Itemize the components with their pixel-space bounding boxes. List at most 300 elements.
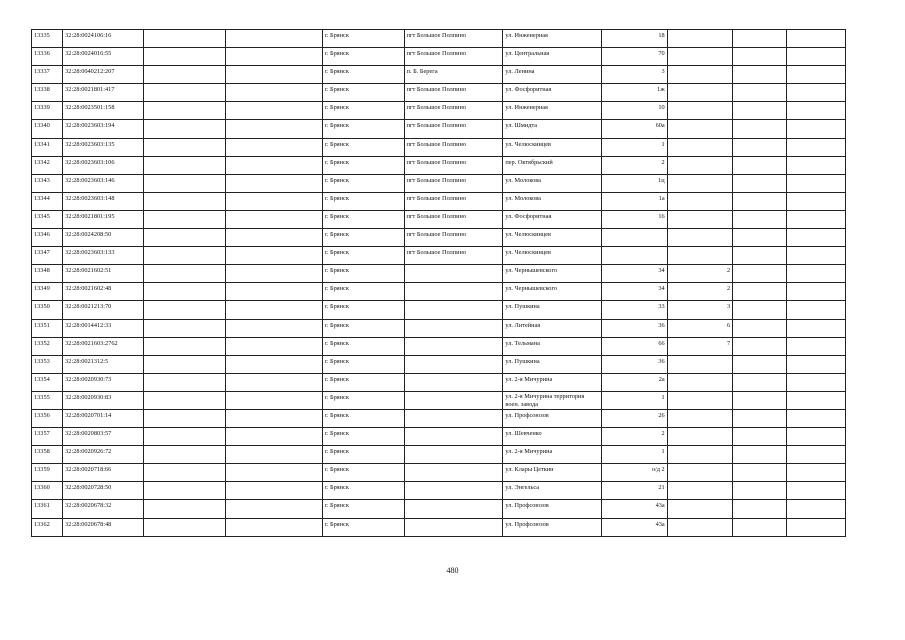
cell-number: 13346 xyxy=(32,229,63,247)
cell-empty xyxy=(143,48,226,66)
table-row xyxy=(32,229,846,247)
cell-city: г. Брянск xyxy=(323,319,405,337)
cell-empty xyxy=(733,265,787,283)
cell-street: ул. 2-я Мичурина xyxy=(503,446,602,464)
cell-apartment xyxy=(667,518,733,536)
table-row xyxy=(32,409,846,427)
cell-cadastral-number: 32:28:0020728:50 xyxy=(63,482,144,500)
cell-street: ул. Тельмана xyxy=(503,337,602,355)
cell-street: ул. Профсоюзов xyxy=(503,518,602,536)
cell-number: 13352 xyxy=(32,337,63,355)
cell-empty xyxy=(226,500,323,518)
cell-city: г. Брянск xyxy=(323,337,405,355)
cell-number: 13341 xyxy=(32,138,63,156)
cell-district xyxy=(404,464,503,482)
cell-empty xyxy=(786,428,845,446)
cell-apartment xyxy=(667,391,733,409)
cell-empty xyxy=(786,210,845,228)
cell-empty xyxy=(733,30,787,48)
cell-empty xyxy=(786,265,845,283)
table-row xyxy=(32,138,846,156)
cell-empty xyxy=(733,391,787,409)
cell-house: 1 xyxy=(602,138,668,156)
cell-street: ул. Фосфоритная xyxy=(503,84,602,102)
cell-empty xyxy=(786,174,845,192)
cell-cadastral-number: 32:28:0023603:106 xyxy=(63,156,144,174)
cell-city: г. Брянск xyxy=(323,409,405,427)
cell-number: 13360 xyxy=(32,482,63,500)
cell-apartment xyxy=(667,500,733,518)
cell-house: 36 xyxy=(602,355,668,373)
cell-house: 2а xyxy=(602,373,668,391)
cell-empty xyxy=(143,500,226,518)
cell-empty xyxy=(143,373,226,391)
cell-empty xyxy=(143,174,226,192)
cell-empty xyxy=(733,446,787,464)
cell-empty xyxy=(733,373,787,391)
cell-house: 2 xyxy=(602,428,668,446)
cell-empty xyxy=(226,66,323,84)
cell-house: 70 xyxy=(602,48,668,66)
table-row xyxy=(32,319,846,337)
cell-empty xyxy=(786,482,845,500)
cell-empty xyxy=(143,138,226,156)
cell-street: ул. Пушкина xyxy=(503,355,602,373)
cell-empty xyxy=(143,210,226,228)
cell-number: 13358 xyxy=(32,446,63,464)
cell-house: 1 xyxy=(602,446,668,464)
cell-empty xyxy=(143,428,226,446)
cell-city: г. Брянск xyxy=(323,120,405,138)
cell-empty xyxy=(143,518,226,536)
cell-street: ул. Энгельса xyxy=(503,482,602,500)
cell-apartment xyxy=(667,30,733,48)
cell-empty xyxy=(786,409,845,427)
cell-city: г. Брянск xyxy=(323,156,405,174)
cell-street: ул. Пушкина xyxy=(503,301,602,319)
cell-apartment xyxy=(667,409,733,427)
cell-city: г. Брянск xyxy=(323,66,405,84)
cell-empty xyxy=(143,301,226,319)
cell-empty xyxy=(786,355,845,373)
cell-empty xyxy=(786,102,845,120)
cell-apartment xyxy=(667,428,733,446)
cell-empty xyxy=(143,66,226,84)
table-row xyxy=(32,48,846,66)
cell-apartment xyxy=(667,192,733,210)
cell-cadastral-number: 32:28:0020678:32 xyxy=(63,500,144,518)
cell-district xyxy=(404,373,503,391)
cell-street: ул. Инженерная xyxy=(503,30,602,48)
cell-house: 36 xyxy=(602,319,668,337)
cell-house: о/д 2 xyxy=(602,464,668,482)
cell-city: г. Брянск xyxy=(323,265,405,283)
cell-empty xyxy=(733,210,787,228)
cell-empty xyxy=(226,229,323,247)
cell-empty xyxy=(143,391,226,409)
cell-house: 16 xyxy=(602,210,668,228)
cell-empty xyxy=(733,518,787,536)
cell-city: г. Брянск xyxy=(323,301,405,319)
cell-number: 13343 xyxy=(32,174,63,192)
cell-street: ул. Чернышевского xyxy=(503,265,602,283)
cell-city: г. Брянск xyxy=(323,138,405,156)
cell-empty xyxy=(143,446,226,464)
table-row xyxy=(32,482,846,500)
cell-city: г. Брянск xyxy=(323,482,405,500)
cell-street: ул. Клары Цеткин xyxy=(503,464,602,482)
cell-empty xyxy=(786,138,845,156)
cell-number: 13353 xyxy=(32,355,63,373)
cell-empty xyxy=(786,446,845,464)
cell-empty xyxy=(786,120,845,138)
cell-empty xyxy=(733,192,787,210)
cell-empty xyxy=(143,265,226,283)
cell-empty xyxy=(226,210,323,228)
cell-district xyxy=(404,265,503,283)
cell-house xyxy=(602,229,668,247)
cell-empty xyxy=(226,247,323,265)
cell-empty xyxy=(733,464,787,482)
table-row xyxy=(32,428,846,446)
cell-number: 13342 xyxy=(32,156,63,174)
cell-number: 13344 xyxy=(32,192,63,210)
cell-number: 13351 xyxy=(32,319,63,337)
cell-district xyxy=(404,428,503,446)
cell-city: г. Брянск xyxy=(323,391,405,409)
cell-apartment xyxy=(667,138,733,156)
cell-empty xyxy=(733,156,787,174)
cell-house: 1 xyxy=(602,391,668,409)
cell-empty xyxy=(143,84,226,102)
cell-apartment xyxy=(667,229,733,247)
cell-empty xyxy=(733,482,787,500)
cell-cadastral-number: 32:28:0024016:55 xyxy=(63,48,144,66)
cell-empty xyxy=(786,229,845,247)
cell-cadastral-number: 32:28:0020930:83 xyxy=(63,391,144,409)
cell-district xyxy=(404,301,503,319)
cell-number: 13349 xyxy=(32,283,63,301)
cell-district: пгт Большое Полпино xyxy=(404,84,503,102)
cell-district: пгт Большое Полпино xyxy=(404,48,503,66)
cell-apartment xyxy=(667,373,733,391)
cell-district: пгт Большое Полпино xyxy=(404,247,503,265)
cell-empty xyxy=(733,355,787,373)
cell-empty xyxy=(733,301,787,319)
cell-cadastral-number: 32:28:0020678:48 xyxy=(63,518,144,536)
cell-district xyxy=(404,355,503,373)
cell-empty xyxy=(226,48,323,66)
cell-empty xyxy=(733,428,787,446)
table-row xyxy=(32,337,846,355)
cell-house: 33 xyxy=(602,301,668,319)
table-row xyxy=(32,30,846,48)
cell-empty xyxy=(786,518,845,536)
table-row xyxy=(32,373,846,391)
cell-cadastral-number: 32:28:0023603:148 xyxy=(63,192,144,210)
cell-street: ул. Челюскинцев xyxy=(503,138,602,156)
cell-empty xyxy=(786,301,845,319)
cell-house: 43а xyxy=(602,500,668,518)
page-number: 480 xyxy=(446,566,459,575)
cell-number: 13340 xyxy=(32,120,63,138)
cell-empty xyxy=(143,464,226,482)
table-row xyxy=(32,102,846,120)
cell-empty xyxy=(786,247,845,265)
table-row xyxy=(32,301,846,319)
cell-apartment xyxy=(667,120,733,138)
cell-street: ул. Литейная xyxy=(503,319,602,337)
cell-apartment xyxy=(667,174,733,192)
cell-empty xyxy=(143,482,226,500)
cell-empty xyxy=(226,373,323,391)
cell-number: 13359 xyxy=(32,464,63,482)
cell-cadastral-number: 32:28:0024208:50 xyxy=(63,229,144,247)
cell-cadastral-number: 32:28:0020803:57 xyxy=(63,428,144,446)
cell-house: 1ж xyxy=(602,84,668,102)
cell-number: 13355 xyxy=(32,391,63,409)
cell-city: г. Брянск xyxy=(323,30,405,48)
cell-empty xyxy=(143,355,226,373)
cell-empty xyxy=(143,156,226,174)
cell-cadastral-number: 32:28:0021213:70 xyxy=(63,301,144,319)
cell-empty xyxy=(786,464,845,482)
cell-street: ул. Фосфоритная xyxy=(503,210,602,228)
table-row xyxy=(32,446,846,464)
cell-apartment: 2 xyxy=(667,283,733,301)
cell-empty xyxy=(733,120,787,138)
cell-apartment xyxy=(667,247,733,265)
cell-city: г. Брянск xyxy=(323,247,405,265)
cell-city: г. Брянск xyxy=(323,192,405,210)
cell-street: ул. 2-я Мичурина xyxy=(503,373,602,391)
cell-district xyxy=(404,500,503,518)
cell-empty xyxy=(226,428,323,446)
cell-empty xyxy=(733,319,787,337)
cell-empty xyxy=(786,30,845,48)
cell-empty xyxy=(226,30,323,48)
cell-cadastral-number: 32:28:0023501:158 xyxy=(63,102,144,120)
cell-number: 13361 xyxy=(32,500,63,518)
cell-empty xyxy=(226,120,323,138)
cell-apartment xyxy=(667,156,733,174)
cell-number: 13356 xyxy=(32,409,63,427)
cell-empty xyxy=(143,283,226,301)
cell-empty xyxy=(733,102,787,120)
table-row xyxy=(32,247,846,265)
cell-street: ул. Ленина xyxy=(503,66,602,84)
cell-empty xyxy=(733,283,787,301)
cell-house: 66 xyxy=(602,337,668,355)
cell-street: пер. Октябрьский xyxy=(503,156,602,174)
cell-number: 13336 xyxy=(32,48,63,66)
cell-district: пгт Большое Полпино xyxy=(404,210,503,228)
cell-district: пгт Большое Полпино xyxy=(404,174,503,192)
cell-empty xyxy=(733,138,787,156)
cell-district: пгт Большое Полпино xyxy=(404,102,503,120)
cell-street: ул. Шмидта xyxy=(503,120,602,138)
cell-cadastral-number: 32:28:0021602:51 xyxy=(63,265,144,283)
cell-empty xyxy=(786,156,845,174)
cell-empty xyxy=(733,409,787,427)
cell-empty xyxy=(733,229,787,247)
cell-district: пгт Большое Полпино xyxy=(404,138,503,156)
cell-street: ул. Инженерная xyxy=(503,102,602,120)
cell-empty xyxy=(226,355,323,373)
cell-house xyxy=(602,247,668,265)
cell-apartment: 6 xyxy=(667,319,733,337)
cell-empty xyxy=(143,337,226,355)
cell-empty xyxy=(143,319,226,337)
cell-cadastral-number: 32:28:0023603:146 xyxy=(63,174,144,192)
cell-empty xyxy=(786,283,845,301)
cell-empty xyxy=(226,319,323,337)
cell-empty xyxy=(226,518,323,536)
cell-house: 10 xyxy=(602,102,668,120)
cell-cadastral-number: 32:28:0020926:72 xyxy=(63,446,144,464)
table-row xyxy=(32,66,846,84)
cell-district xyxy=(404,446,503,464)
table-row xyxy=(32,464,846,482)
cell-number: 13345 xyxy=(32,210,63,228)
table-row xyxy=(32,265,846,283)
table-row xyxy=(32,192,846,210)
cell-empty xyxy=(226,192,323,210)
table-row xyxy=(32,355,846,373)
cell-cadastral-number: 32:28:0023603:194 xyxy=(63,120,144,138)
cell-apartment xyxy=(667,464,733,482)
cell-empty xyxy=(226,283,323,301)
cell-number: 13348 xyxy=(32,265,63,283)
cell-apartment xyxy=(667,482,733,500)
cell-apartment xyxy=(667,355,733,373)
cell-number: 13354 xyxy=(32,373,63,391)
cell-street: ул. Молокова xyxy=(503,192,602,210)
cell-cadastral-number: 32:28:0021801:195 xyxy=(63,210,144,228)
cell-number: 13362 xyxy=(32,518,63,536)
cell-empty xyxy=(786,319,845,337)
cell-apartment xyxy=(667,102,733,120)
cell-district xyxy=(404,319,503,337)
cell-district xyxy=(404,482,503,500)
table-row xyxy=(32,120,846,138)
cell-empty xyxy=(143,120,226,138)
cell-empty xyxy=(226,482,323,500)
cell-district: пгт Большое Полпино xyxy=(404,229,503,247)
cell-empty xyxy=(733,337,787,355)
cell-empty xyxy=(226,102,323,120)
cell-cadastral-number: 32:28:0014412:33 xyxy=(63,319,144,337)
cell-cadastral-number: 32:28:0021312:5 xyxy=(63,355,144,373)
table-row xyxy=(32,518,846,536)
cell-empty xyxy=(226,138,323,156)
table-body xyxy=(32,30,846,537)
cell-city: г. Брянск xyxy=(323,174,405,192)
cell-street: ул. Шевченко xyxy=(503,428,602,446)
cell-empty xyxy=(786,373,845,391)
cell-house: 43а xyxy=(602,518,668,536)
cell-number: 13357 xyxy=(32,428,63,446)
cell-district: пгт Большое Полпино xyxy=(404,192,503,210)
table-row xyxy=(32,500,846,518)
cell-empty xyxy=(226,446,323,464)
cell-city: г. Брянск xyxy=(323,283,405,301)
cell-house: 26 xyxy=(602,409,668,427)
cell-district xyxy=(404,518,503,536)
cell-street: ул. Челюскинцев xyxy=(503,229,602,247)
cell-empty xyxy=(733,48,787,66)
cell-district: пгт Большое Полпино xyxy=(404,30,503,48)
cell-street: ул. Профсоюзов xyxy=(503,409,602,427)
cell-empty xyxy=(786,66,845,84)
cell-empty xyxy=(226,174,323,192)
cell-street: ул. Профсоюзов xyxy=(503,500,602,518)
table-row xyxy=(32,283,846,301)
cell-empty xyxy=(226,265,323,283)
cell-city: г. Брянск xyxy=(323,84,405,102)
cell-street: ул. Челюскинцев xyxy=(503,247,602,265)
cell-apartment xyxy=(667,48,733,66)
cell-apartment xyxy=(667,66,733,84)
cell-house: 2 xyxy=(602,156,668,174)
cell-street: ул. 2-я Мичурина территория воен. завода xyxy=(503,391,602,409)
cell-district: пгт Большое Полпино xyxy=(404,120,503,138)
cell-empty xyxy=(733,247,787,265)
cell-number: 13347 xyxy=(32,247,63,265)
cell-empty xyxy=(786,192,845,210)
cell-empty xyxy=(733,500,787,518)
cell-street: ул. Центральная xyxy=(503,48,602,66)
cell-empty xyxy=(733,174,787,192)
cell-city: г. Брянск xyxy=(323,500,405,518)
cell-city: г. Брянск xyxy=(323,446,405,464)
cell-empty xyxy=(786,337,845,355)
cell-number: 13337 xyxy=(32,66,63,84)
table-row xyxy=(32,174,846,192)
cell-empty xyxy=(143,229,226,247)
cell-empty xyxy=(786,48,845,66)
cell-apartment xyxy=(667,84,733,102)
cell-street: ул. Молокова xyxy=(503,174,602,192)
cell-cadastral-number: 32:28:0040212:207 xyxy=(63,66,144,84)
cell-empty xyxy=(143,409,226,427)
cell-cadastral-number: 32:28:0023603:133 xyxy=(63,247,144,265)
registry-table xyxy=(31,29,846,537)
cell-house: 18 xyxy=(602,30,668,48)
cell-empty xyxy=(226,156,323,174)
cell-city: г. Брянск xyxy=(323,48,405,66)
cell-house: 1ц xyxy=(602,174,668,192)
cell-number: 13350 xyxy=(32,301,63,319)
cell-city: г. Брянск xyxy=(323,428,405,446)
cell-apartment: 7 xyxy=(667,337,733,355)
cell-city: г. Брянск xyxy=(323,518,405,536)
cell-district xyxy=(404,409,503,427)
cell-empty xyxy=(143,192,226,210)
cell-number: 13339 xyxy=(32,102,63,120)
cell-empty xyxy=(226,391,323,409)
cell-empty xyxy=(226,464,323,482)
cell-house: 34 xyxy=(602,265,668,283)
cell-empty xyxy=(733,66,787,84)
cell-cadastral-number: 32:28:0020930:73 xyxy=(63,373,144,391)
cell-apartment xyxy=(667,446,733,464)
cell-empty xyxy=(786,391,845,409)
cell-cadastral-number: 32:28:0023603:135 xyxy=(63,138,144,156)
cell-cadastral-number: 32:28:0021603:2762 xyxy=(63,337,144,355)
cell-district xyxy=(404,283,503,301)
table-row xyxy=(32,156,846,174)
